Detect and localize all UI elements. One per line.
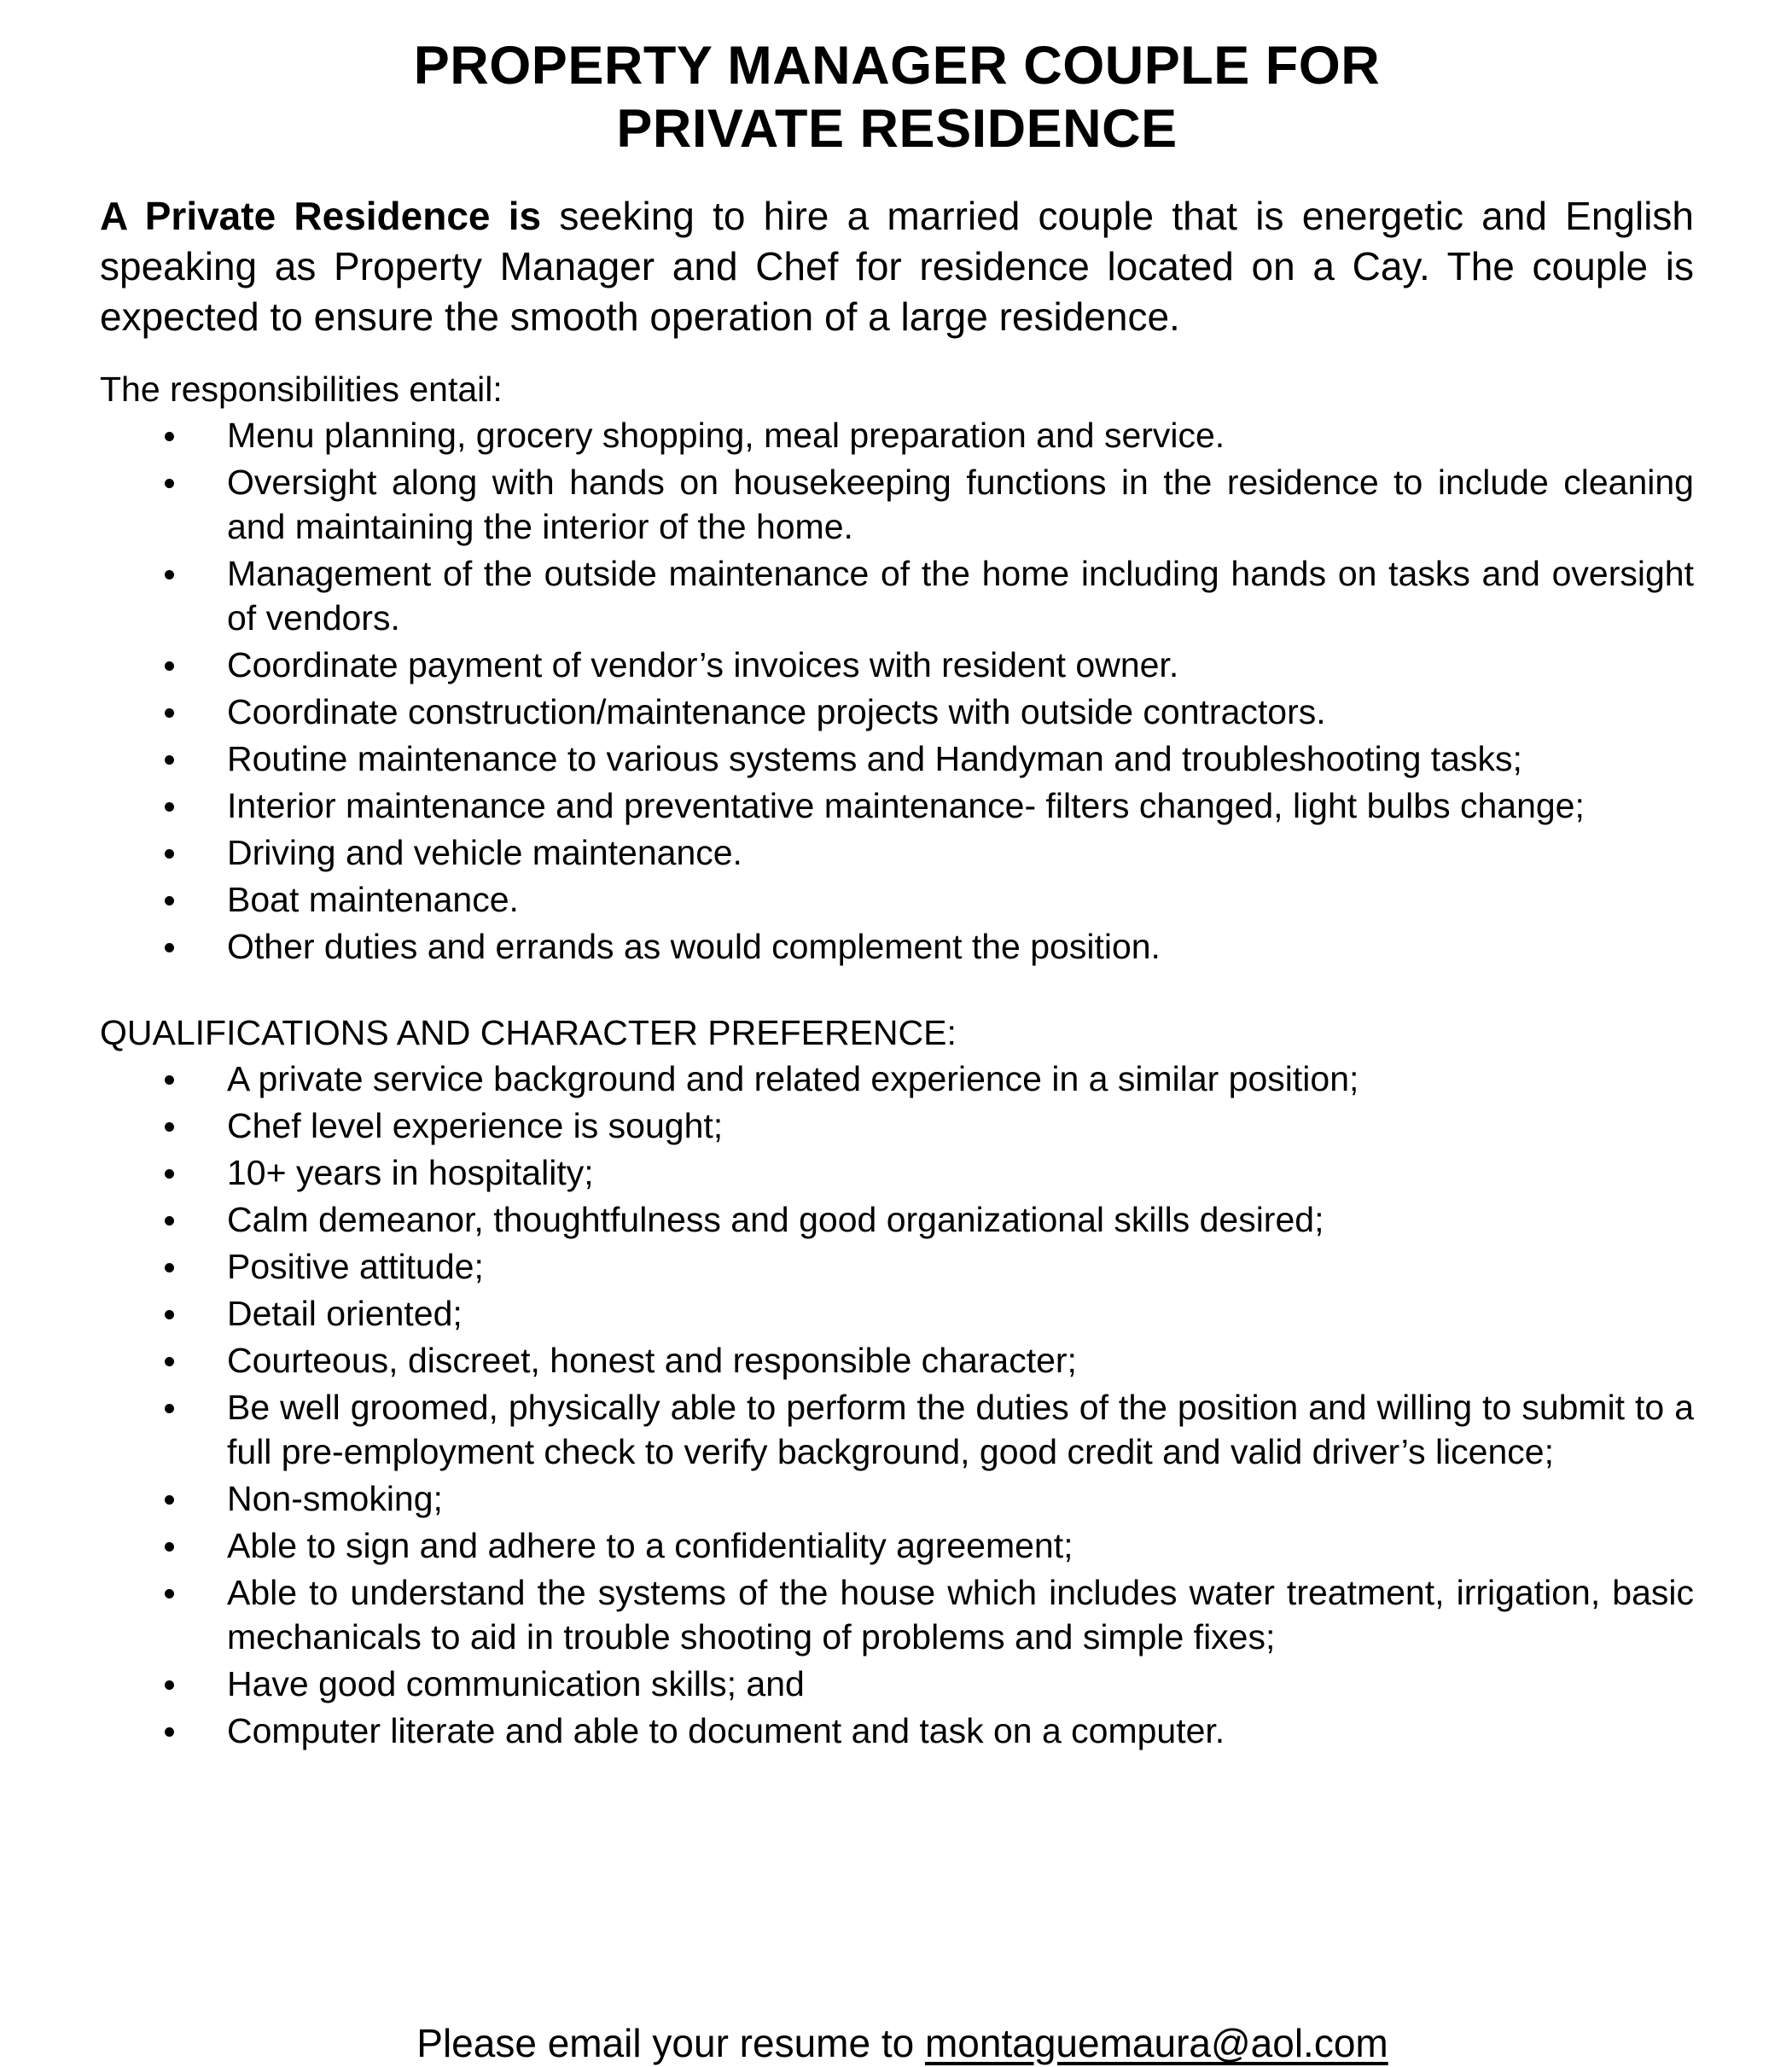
list-item-text: Interior maintenance and preventative maintenance- filters changed, light bulbs change; bbox=[227, 786, 1585, 825]
list-item bbox=[100, 690, 1694, 734]
bullet-icon bbox=[165, 570, 174, 579]
bullet-icon bbox=[165, 661, 174, 671]
contact-footer bbox=[0, 2019, 1792, 2067]
bullet-icon bbox=[165, 1263, 174, 1272]
list-item bbox=[100, 413, 1694, 457]
title-line-2: PRIVATE RESIDENCE bbox=[616, 99, 1178, 159]
list-item-text: Able to sign and adhere to a confidentiality agreement; bbox=[227, 1526, 1073, 1565]
list-item-text: Routine maintenance to various systems and Handyman and troubleshooting tasks; bbox=[227, 739, 1522, 778]
list-item bbox=[100, 1523, 1694, 1568]
bullet-icon bbox=[165, 1680, 174, 1690]
bullet-icon bbox=[165, 849, 174, 859]
email-link[interactable]: montaguemaura@aol.com bbox=[924, 2021, 1388, 2065]
bullet-icon bbox=[165, 755, 174, 765]
list-item bbox=[100, 877, 1694, 922]
bullet-icon bbox=[165, 708, 174, 718]
bullet-icon bbox=[165, 1495, 174, 1505]
responsibilities-list bbox=[100, 413, 1694, 969]
qualifications-list bbox=[100, 1057, 1694, 1753]
list-item bbox=[100, 1244, 1694, 1289]
list-item bbox=[100, 1662, 1694, 1706]
list-item bbox=[100, 1338, 1694, 1383]
bullet-icon bbox=[165, 479, 174, 488]
list-item-text: Positive attitude; bbox=[227, 1247, 484, 1286]
list-item bbox=[100, 1291, 1694, 1336]
list-item bbox=[100, 643, 1694, 687]
list-item-text: A private service background and related experience in a similar position; bbox=[227, 1059, 1359, 1098]
title-line-1: PROPERTY MANAGER COUPLE FOR bbox=[413, 36, 1381, 96]
bullet-icon bbox=[165, 1216, 174, 1226]
list-item bbox=[100, 1709, 1694, 1753]
list-item-text: Management of the outside maintenance of the home including hands on tasks and oversight of vendors. bbox=[227, 554, 1694, 638]
list-item bbox=[100, 1385, 1694, 1474]
intro-text: seeking to hire a married couple that is energetic and English speaking as Property Manager and Chef for residence located on a Cay. The couple is expected to ensure the smooth operation of a large residence. bbox=[100, 194, 1695, 339]
bullet-icon bbox=[165, 1542, 174, 1552]
list-item bbox=[100, 783, 1694, 828]
list-item-text: Driving and vehicle maintenance. bbox=[227, 833, 742, 872]
list-item bbox=[100, 737, 1694, 781]
bullet-icon bbox=[165, 1122, 174, 1132]
list-item-text: Courteous, discreet, honest and responsible character; bbox=[227, 1341, 1077, 1380]
list-item bbox=[100, 1570, 1694, 1659]
intro-paragraph bbox=[100, 191, 1694, 342]
bullet-icon bbox=[165, 1404, 174, 1413]
list-item bbox=[100, 924, 1694, 969]
list-item bbox=[100, 460, 1694, 549]
list-item-text: Non-smoking; bbox=[227, 1479, 443, 1518]
list-item-text: 10+ years in hospitality; bbox=[227, 1153, 594, 1192]
list-item-text: Have good communication skills; and bbox=[227, 1664, 805, 1703]
qualifications-heading: QUALIFICATIONS AND CHARACTER PREFERENCE: bbox=[100, 1013, 957, 1052]
page-title bbox=[100, 34, 1694, 160]
list-item bbox=[100, 1197, 1694, 1242]
bullet-icon bbox=[165, 1075, 174, 1085]
list-item bbox=[100, 830, 1694, 875]
list-item-text: Be well groomed, physically able to perform the duties of the position and willing to submit to a full pre-employment check to verify background, good credit and valid driver’s licence; bbox=[227, 1388, 1694, 1471]
list-item bbox=[100, 551, 1694, 640]
bullet-icon bbox=[165, 943, 174, 952]
contact-text: Please email your resume to bbox=[416, 2021, 925, 2065]
list-item-text: Computer literate and able to document and task on a computer. bbox=[227, 1711, 1225, 1750]
list-item bbox=[100, 1057, 1694, 1101]
list-item bbox=[100, 1150, 1694, 1195]
list-item-text: Detail oriented; bbox=[227, 1294, 463, 1333]
bullet-icon bbox=[165, 1589, 174, 1598]
list-item-text: Calm demeanor, thoughtfulness and good organizational skills desired; bbox=[227, 1200, 1324, 1239]
bullet-icon bbox=[165, 1357, 174, 1366]
list-item-text: Boat maintenance. bbox=[227, 880, 519, 919]
bullet-icon bbox=[165, 432, 174, 441]
bullet-icon bbox=[165, 1310, 174, 1319]
list-item bbox=[100, 1103, 1694, 1148]
list-item-text: Able to understand the systems of the house which includes water treatment, irrigation, basic mechanicals to aid in trouble shooting of problems and simple fixes; bbox=[227, 1573, 1694, 1657]
list-item bbox=[100, 1476, 1694, 1521]
list-item-text: Coordinate construction/maintenance projects with outside contractors. bbox=[227, 692, 1326, 731]
list-item-text: Coordinate payment of vendor’s invoices with resident owner. bbox=[227, 645, 1179, 684]
responsibilities-heading: The responsibilities entail: bbox=[100, 370, 503, 409]
bullet-icon bbox=[165, 802, 174, 812]
list-item-text: Chef level experience is sought; bbox=[227, 1106, 724, 1145]
bullet-icon bbox=[165, 896, 174, 905]
list-item-text: Other duties and errands as would complement the position. bbox=[227, 927, 1161, 966]
bullet-icon bbox=[165, 1169, 174, 1179]
list-item-text: Menu planning, grocery shopping, meal preparation and service. bbox=[227, 416, 1225, 455]
bullet-icon bbox=[165, 1727, 174, 1737]
intro-bold-lead: A Private Residence is bbox=[100, 194, 542, 238]
list-item-text: Oversight along with hands on housekeeping functions in the residence to include cleaning and maintaining the interior of the home. bbox=[227, 463, 1694, 546]
